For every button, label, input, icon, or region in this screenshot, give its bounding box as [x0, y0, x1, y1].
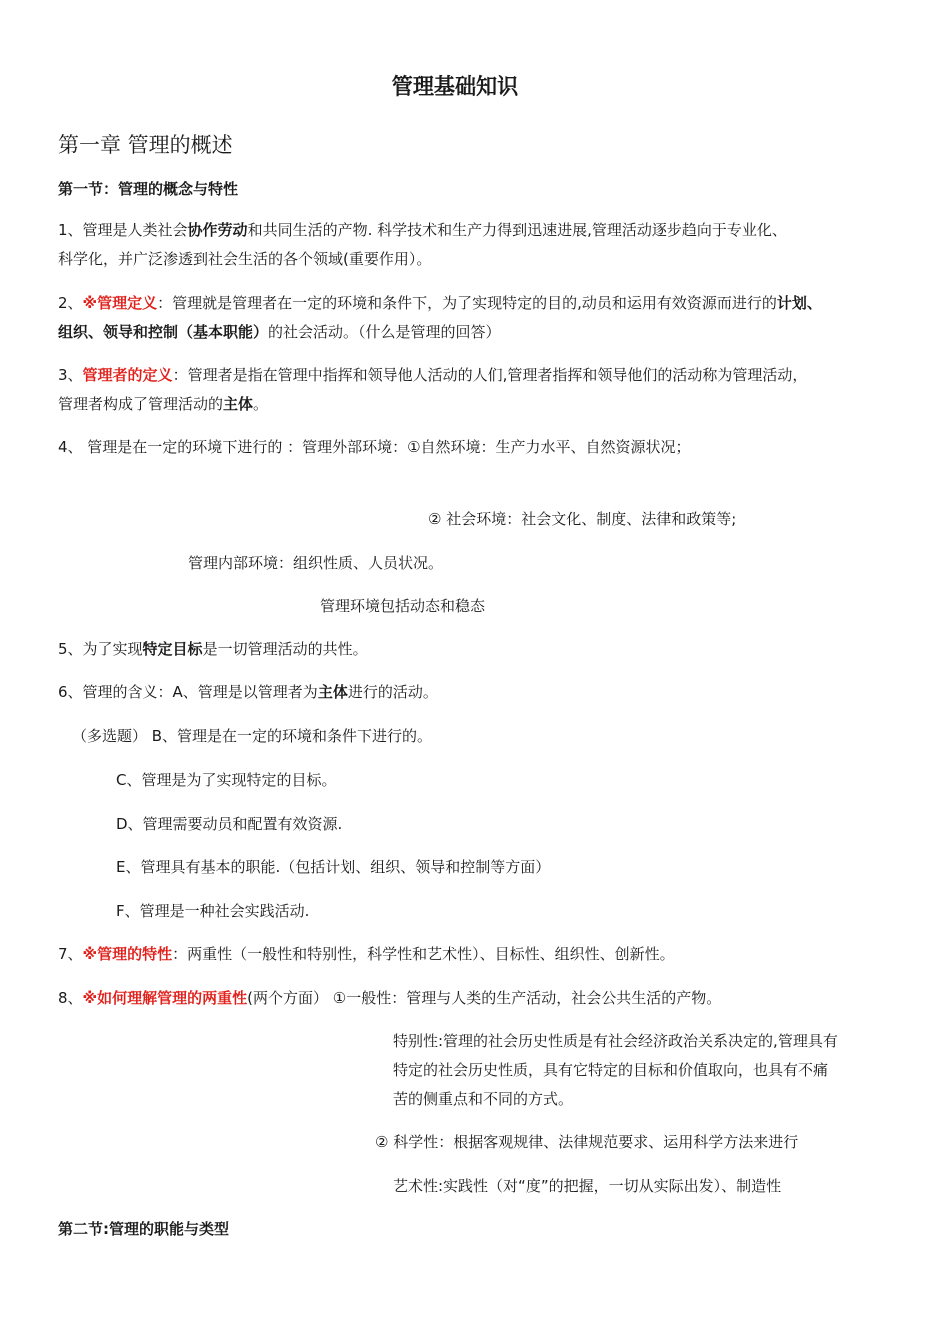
section-2-heading: 第二节:管理的职能与类型: [58, 1220, 229, 1238]
item-8-sub-4: ② 科学性：根据客观规律、法律规范要求、运用科学方法来进行: [375, 1133, 799, 1151]
section-heading: 第一节：管理的概念与特性: [58, 180, 239, 198]
item-3-number: 3、: [58, 366, 83, 384]
item-3-text-2: 管理者构成了管理活动的: [58, 395, 224, 413]
item-4-line-4: 管理环境包括动态和稳态: [320, 597, 486, 615]
item-2-line-1: [58, 292, 822, 314]
item-5: [58, 638, 368, 660]
item-2-bold: 计划、: [776, 294, 822, 312]
chapter-heading: 第一章 管理的概述: [58, 133, 233, 157]
item-2-number: 2、: [58, 294, 83, 312]
item-4-line-2: ② 社会环境：社会文化、制度、法律和政策等;: [428, 510, 737, 528]
item-4-line-1: 4、 管理是在一定的环境下进行的 ：管理外部环境：①自然环境：生产力水平、自然资源状况；: [58, 438, 691, 456]
item-8-keyword: ※如何理解管理的两重性: [82, 989, 248, 1007]
item-1-text-rest: 和共同生活的产物. 科学技术和生产力得到迅速进展,管理活动逐步趋向于专业化、: [247, 221, 787, 239]
item-1-line-1: [58, 219, 787, 241]
item-8-number: 8、: [58, 989, 83, 1007]
item-6-line-3: C、管理是为了实现特定的目标。: [116, 771, 337, 789]
item-6-bold: 主体: [317, 683, 348, 701]
item-7-keyword: ※管理的特性: [82, 945, 173, 963]
item-8-text: (两个方面） ①一般性：管理与人类的生产活动，社会公共生活的产物。: [247, 989, 722, 1007]
item-5-bold: 特定目标: [142, 640, 203, 658]
item-3-line-1: [58, 364, 807, 386]
item-3-bold: 主体: [223, 395, 254, 413]
item-6-line-2: （多选题） B、管理是在一定的环境和条件下进行的。: [72, 727, 433, 745]
item-6-line-5: E、管理具有基本的职能.（包括计划、组织、领导和控制等方面）: [116, 858, 551, 876]
item-3-keyword: 管理者的定义: [82, 366, 173, 384]
document-title: 管理基础知识: [391, 75, 519, 100]
item-8-sub-2: 特定的社会历史性质，具有它特定的目标和价值取向，也具有不痛: [393, 1061, 829, 1079]
item-6-text-rest: 进行的活动。: [347, 683, 438, 701]
item-1-bold: 协作劳动: [187, 221, 248, 239]
item-7-text: ：两重性（一般性和特别性，科学性和艺术性）、目标性、组织性、创新性。: [172, 945, 675, 963]
item-3-end: 。: [253, 395, 269, 413]
item-1-text: 1、管理是人类社会: [58, 221, 188, 239]
item-8-sub-5: 艺术性:实践性（对“度”的把握，一切从实际出发）、制造性: [393, 1177, 782, 1195]
item-6-line-1: [58, 681, 438, 703]
item-3-line-2: [58, 393, 268, 415]
item-5-text: 5、为了实现: [58, 640, 143, 658]
item-2-keyword: ※管理定义: [82, 294, 158, 312]
item-4-line-3: 管理内部环境：组织性质、人员状况。: [188, 554, 444, 572]
item-3-text: ：管理者是指在管理中指挥和领导他人活动的人们,管理者指挥和领导他们的活动称为管理活动，: [172, 366, 808, 384]
item-6-text: 6、管理的含义：A、管理是以管理者为: [58, 683, 318, 701]
item-1-line-2: 科学化，并广泛渗透到社会生活的各个领域(重要作用）。: [58, 250, 432, 268]
item-2-line-2: [58, 321, 501, 343]
item-2-bold-functions: 组织、领导和控制（基本职能）: [58, 323, 269, 341]
item-6-line-6: F、管理是一种社会实践活动.: [116, 902, 310, 920]
item-5-text-rest: 是一切管理活动的共性。: [202, 640, 368, 658]
item-8-line-1: [58, 987, 721, 1009]
item-2-text: ：管理就是管理者在一定的环境和条件下，为了实现特定的目的,动员和运用有效资源而进行的: [157, 294, 777, 312]
item-8-sub-1: 特别性:管理的社会历史性质是有社会经济政治关系决定的,管理具有: [393, 1032, 838, 1050]
item-8-sub-3: 苦的侧重点和不同的方式。: [393, 1090, 574, 1108]
item-7-number: 7、: [58, 945, 83, 963]
item-2-text-rest: 的社会活动。（什么是管理的回答）: [268, 323, 501, 341]
item-7: [58, 943, 675, 965]
item-6-line-4: D、管理需要动员和配置有效资源.: [116, 815, 343, 833]
